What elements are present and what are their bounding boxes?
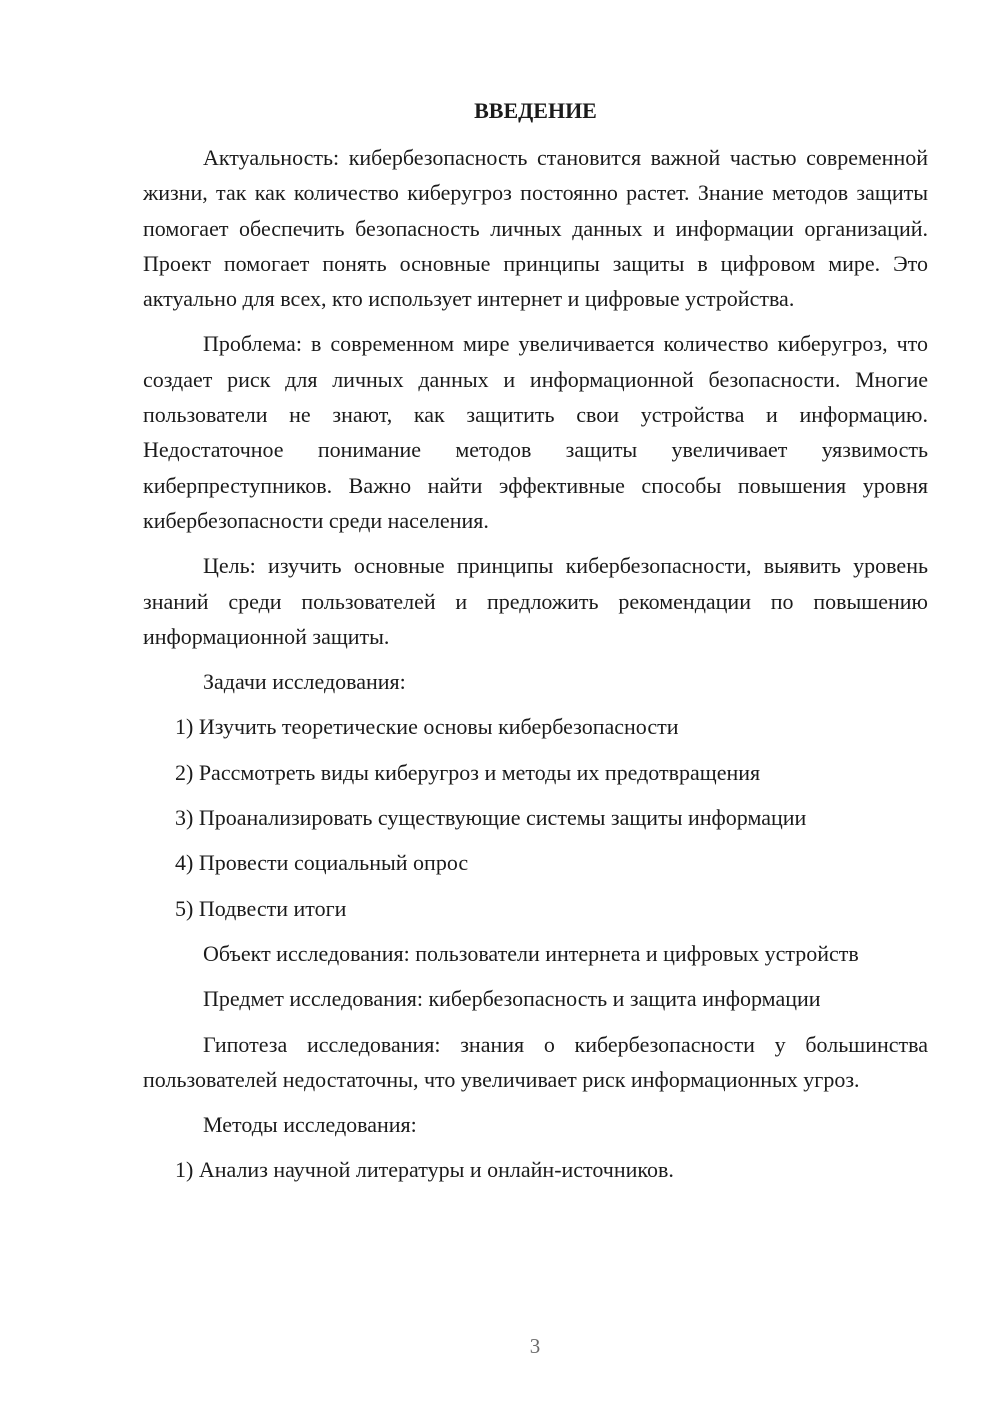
task-item: 5) Подвести итоги: [175, 895, 347, 921]
task-item: 1) Изучить теоретические основы кибербезопасности: [175, 714, 679, 740]
problem-paragraph: Проблема: в современном мире увеличивается количество киберугроз, что создает риск для личных данных и информационной безопасности. Многие пользователи не знают, как защитить свои устройства и информацию. Недостаточное понимание методов защиты увеличивает уязвимость киберпреступников. Важно найти эффективные способы повышения уровня кибербезопасности среди населения.: [143, 331, 928, 533]
task-item: 3) Проанализировать существующие системы защиты информации: [175, 805, 807, 831]
goal-paragraph: Цель: изучить основные принципы кибербезопасности, выявить уровень знаний среди пользователей и предложить рекомендации по повышению информационной защиты.: [143, 553, 928, 649]
hypothesis-paragraph: Гипотеза исследования: знания о кибербезопасности у большинства пользователей недостаточны, что увеличивает риск информационных угроз.: [143, 1031, 928, 1092]
methods-heading: Методы исследования:: [203, 1112, 417, 1138]
section-title: ВВЕДЕНИЕ: [474, 98, 597, 123]
relevance-paragraph: Актуальность: кибербезопасность становится важной частью современной жизни, так как количество киберугроз постоянно растет. Знание методов защиты помогает обеспечить безопасность личных данных и информации организаций. Проект помогает понять основные принципы защиты в цифровом мире. Это актуально для всех, кто использует интернет и цифровые устройства.: [143, 145, 928, 312]
research-object-paragraph: Объект исследования: пользователи интернета и цифровых устройств: [203, 940, 859, 966]
research-subject-paragraph: Предмет исследования: кибербезопасность и защита информации: [203, 986, 821, 1012]
task-item: 2) Рассмотреть виды киберугроз и методы их предотвращения: [175, 759, 761, 785]
page-content: [143, 96, 928, 1198]
method-item: 1) Анализ научной литературы и онлайн-источников.: [175, 1157, 674, 1183]
tasks-heading: Задачи исследования:: [203, 669, 406, 695]
task-item: 4) Провести социальный опрос: [175, 850, 469, 876]
page-number: 3: [529, 1334, 541, 1358]
